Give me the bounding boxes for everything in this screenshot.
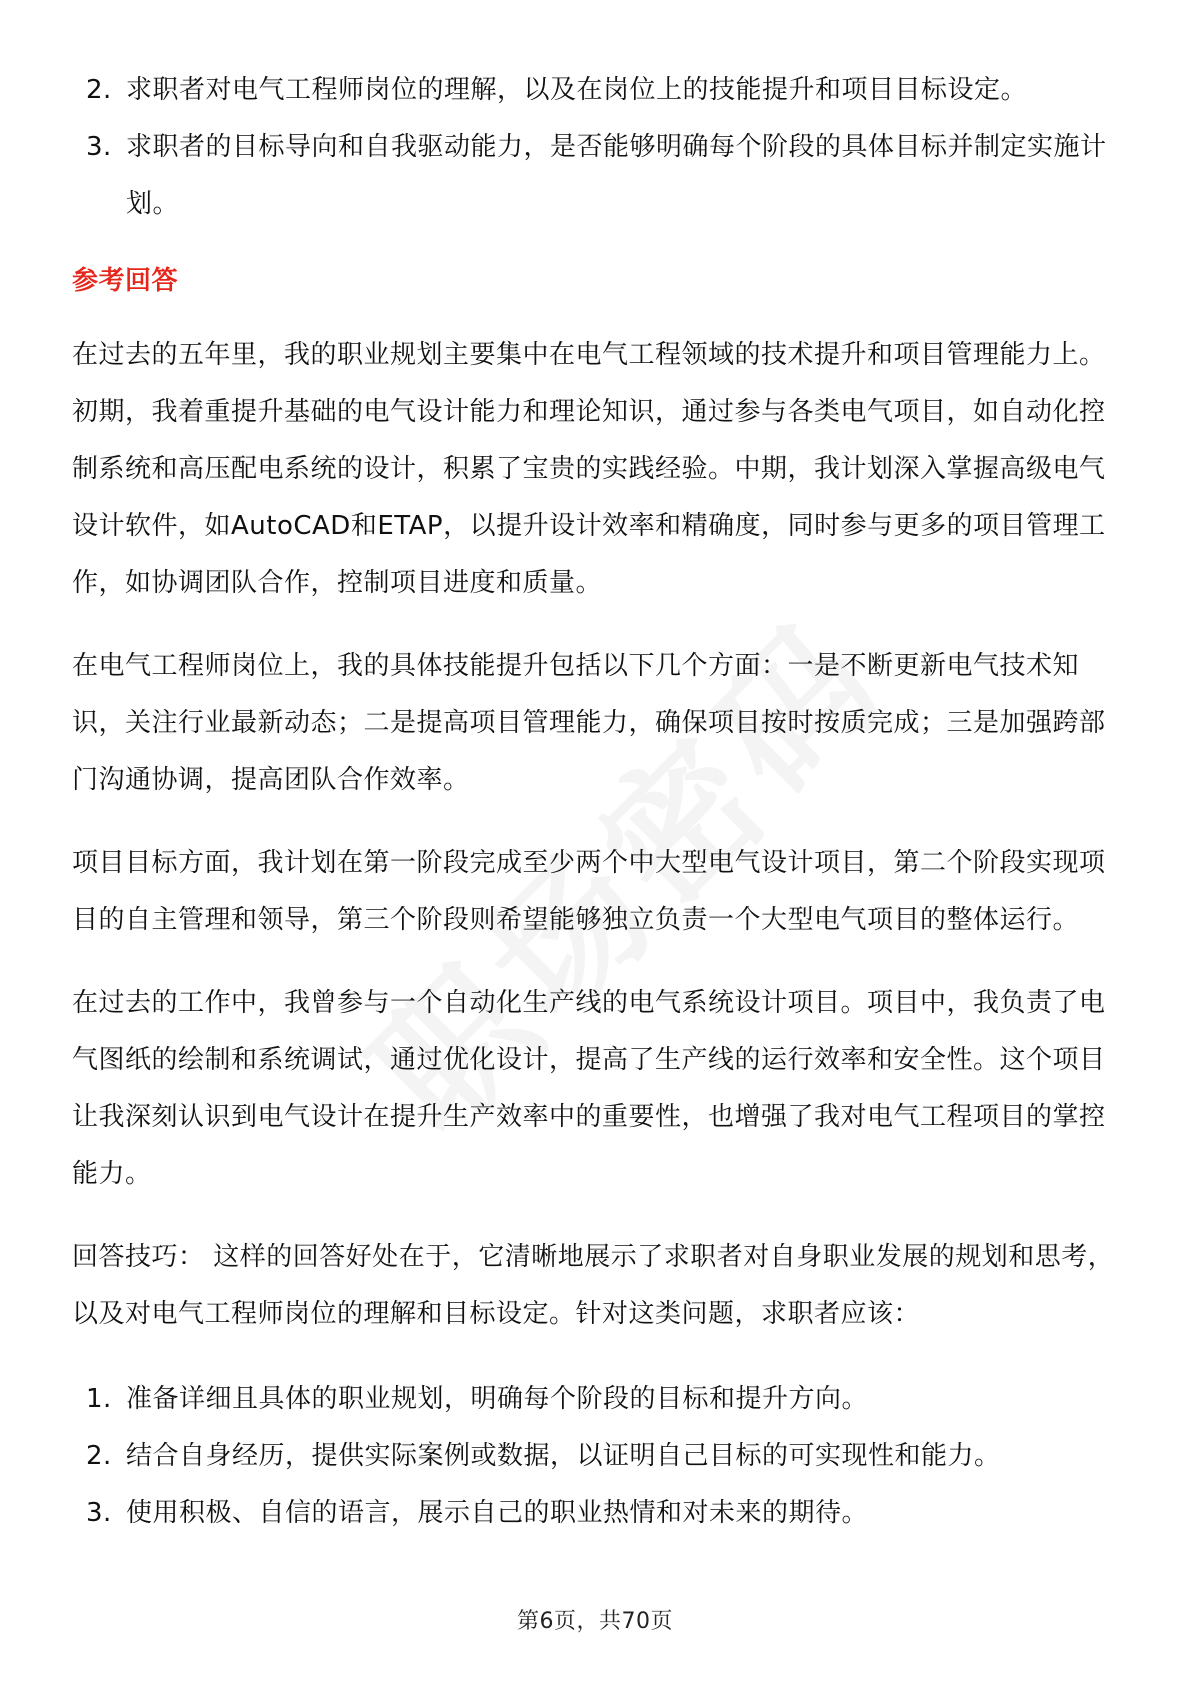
answer-paragraph: 在过去的五年里，我的职业规划主要集中在电气工程领域的技术提升和项目管理能力上。初期，我着重提升基础的电气设计能力和理论知识，通过参与各类电气项目，如自动化控制系统和高压配电系统的设计，积累了宝贵的实践经验。中期，我计划深入掌握高级电气设计软件，如AutoCAD和ETAP，以提升设计效率和精确度，同时参与更多的项目管理工作，如协调团队合作，控制项目进度和质量。	[72, 340, 1106, 598]
list-item-text: 准备详细且具体的职业规划，明确每个阶段的目标和提升方向。	[126, 1384, 869, 1414]
answer-paragraph: 在过去的工作中，我曾参与一个自动化生产线的电气系统设计项目。项目中，我负责了电气图纸的绘制和系统调试，通过优化设计，提高了生产线的运行效率和安全性。这个项目让我深刻认识到电气设计在提升生产效率中的重要性，也增强了我对电气工程项目的掌控能力。	[72, 988, 1106, 1189]
answer-paragraph: 在电气工程师岗位上，我的具体技能提升包括以下几个方面：一是不断更新电气技术知识，关注行业最新动态；二是提高项目管理能力，确保项目按时按质完成；三是加强跨部门沟通协调，提高团队合作效率。	[72, 651, 1106, 795]
section-heading: 参考回答	[72, 266, 179, 296]
list-item-text: 使用积极、自信的语言，展示自己的职业热情和对未来的期待。	[126, 1498, 869, 1528]
list-item	[72, 1428, 1122, 1485]
page-content	[72, 62, 1122, 1542]
list-item-number: 3.	[86, 132, 112, 162]
intro-list	[72, 62, 1122, 233]
list-item-text: 结合自身经历，提供实际案例或数据，以证明自己目标的可实现性和能力。	[126, 1441, 1001, 1471]
list-item-text: 求职者的目标导向和自我驱动能力，是否能够明确每个阶段的具体目标并制定实施计划。	[126, 132, 1107, 219]
page-number-footer: 第6页，共70页	[517, 1609, 673, 1634]
list-item	[72, 1371, 1122, 1428]
tips-paragraph: 回答技巧： 这样的回答好处在于，它清晰地展示了求职者对自身职业发展的规划和思考，以及对电气工程师岗位的理解和目标设定。针对这类问题，求职者应该：	[72, 1242, 1115, 1329]
list-item-number: 2.	[86, 75, 112, 105]
list-item	[72, 119, 1122, 233]
list-item-text: 求职者对电气工程师岗位的理解，以及在岗位上的技能提升和项目目标设定。	[126, 75, 1028, 105]
list-item-number: 2.	[86, 1441, 112, 1471]
list-item-number: 1.	[86, 1384, 112, 1414]
list-item	[72, 1485, 1122, 1542]
list-item-number: 3.	[86, 1498, 112, 1528]
tips-list	[72, 1371, 1122, 1542]
answer-paragraph: 项目目标方面，我计划在第一阶段完成至少两个中大型电气设计项目，第二个阶段实现项目的自主管理和领导，第三个阶段则希望能够独立负责一个大型电气项目的整体运行。	[72, 848, 1106, 935]
list-item	[72, 62, 1122, 119]
